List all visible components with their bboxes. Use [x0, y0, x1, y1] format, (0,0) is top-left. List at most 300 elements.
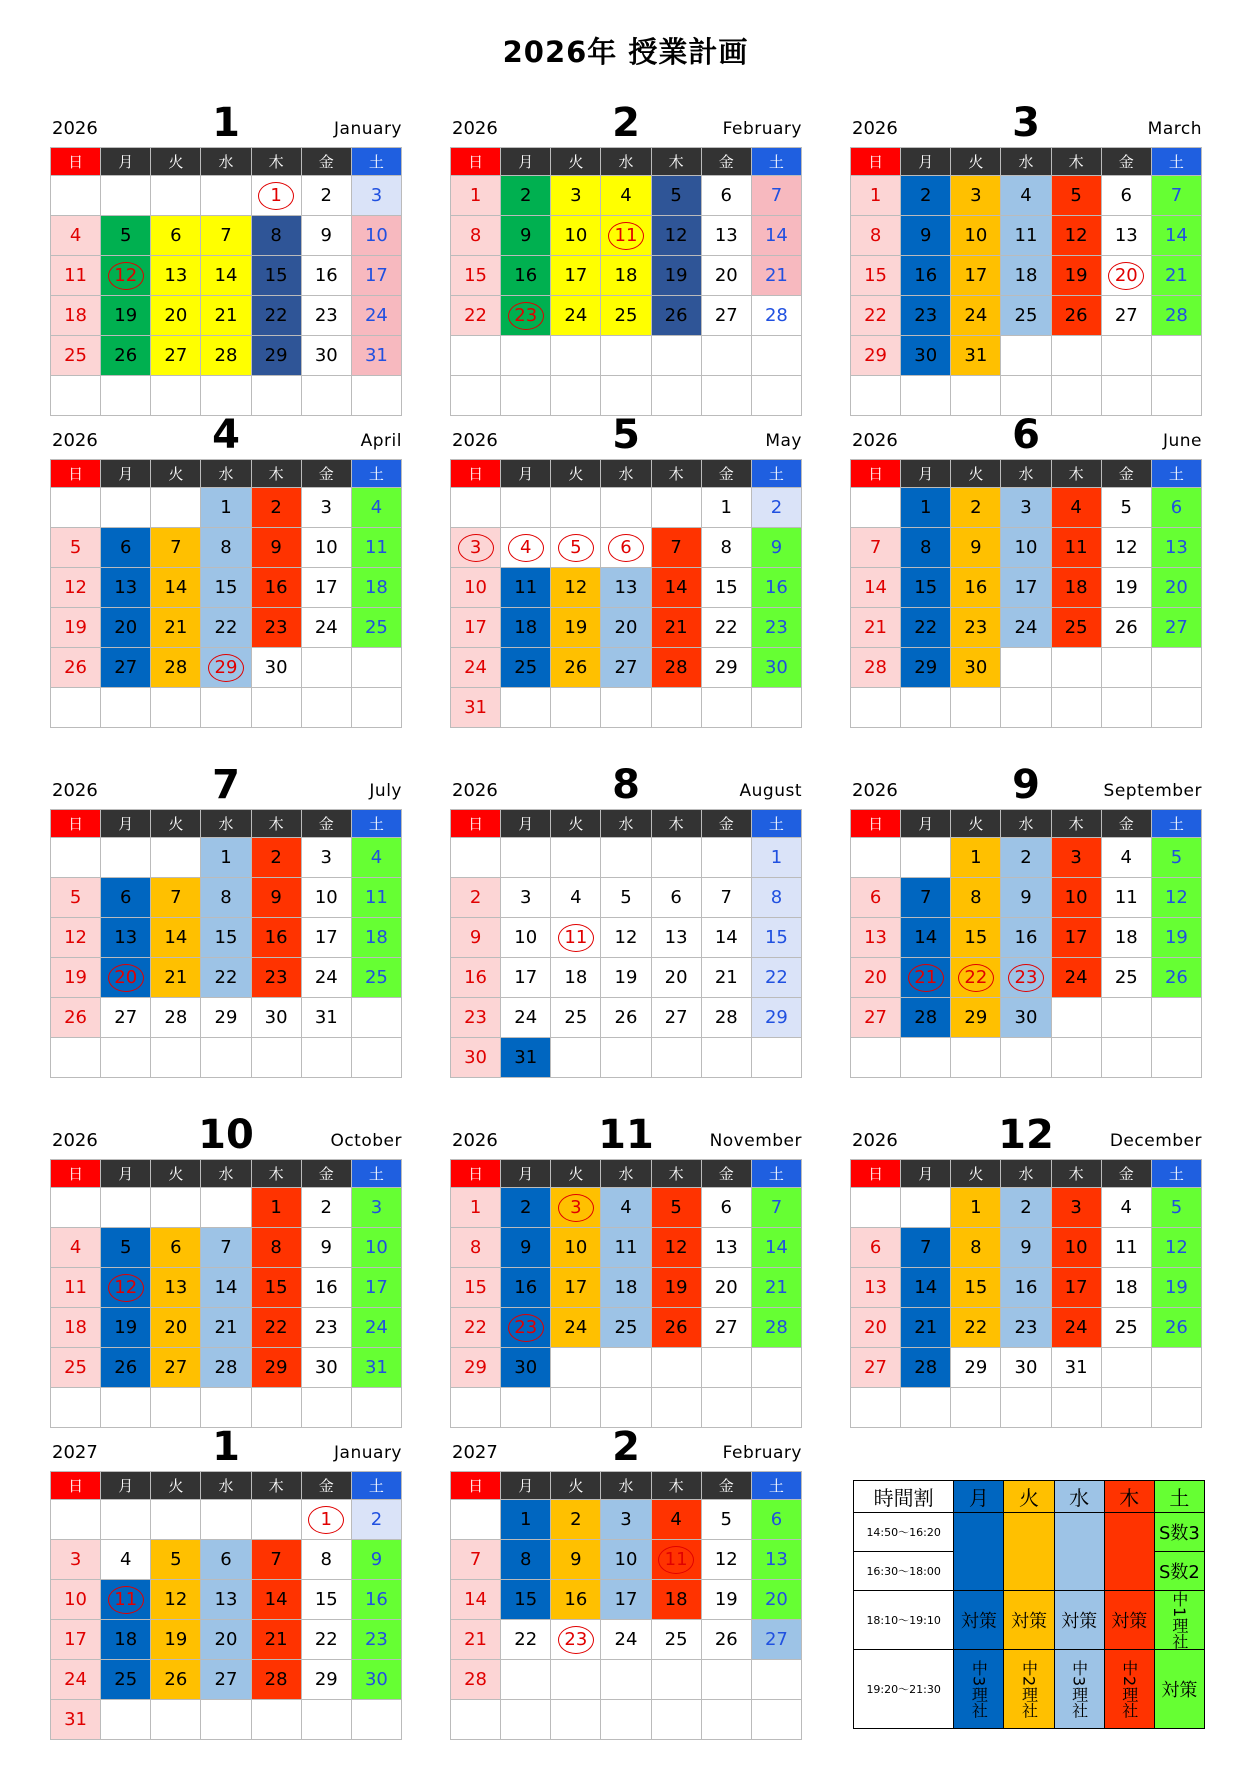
- day-number: 11: [614, 1237, 638, 1258]
- day-number: 12: [1064, 225, 1088, 246]
- day-cell: [851, 568, 901, 608]
- day-cell: [651, 1228, 701, 1268]
- day-number: 27: [114, 1007, 138, 1028]
- weekday-header: 火: [551, 1472, 601, 1500]
- day-cell: [1101, 838, 1151, 878]
- day-number: 23: [964, 617, 988, 638]
- day-cell: [151, 568, 201, 608]
- day-number: 18: [514, 617, 538, 638]
- day-cell: [751, 918, 801, 958]
- day-number: 9: [770, 537, 783, 558]
- day-number: 10: [564, 1237, 588, 1258]
- weekday-header: 金: [701, 1472, 751, 1500]
- day-number: 10: [464, 577, 488, 598]
- day-cell: [451, 1580, 501, 1620]
- day-number: 15: [214, 927, 238, 948]
- day-number: 16: [1014, 1277, 1038, 1298]
- day-number: 27: [664, 1007, 688, 1028]
- day-number: 11: [364, 887, 388, 908]
- day-number: 19: [114, 1317, 138, 1338]
- day-number: 27: [164, 1357, 188, 1378]
- day-number: 22: [264, 305, 288, 326]
- day-number: 23: [314, 305, 338, 326]
- day-number: 7: [919, 1237, 932, 1258]
- month-name: August: [739, 781, 802, 801]
- month-year: 2026: [452, 780, 498, 801]
- day-number: 8: [869, 225, 882, 246]
- weekday-header: 金: [301, 810, 351, 838]
- weekday-header: 火: [951, 810, 1001, 838]
- empty-cell: [1151, 648, 1201, 688]
- month-number: 11: [598, 1112, 654, 1158]
- day-number: 21: [764, 265, 788, 286]
- empty-cell: [351, 1700, 401, 1740]
- empty-cell: [51, 688, 101, 728]
- day-cell: [501, 568, 551, 608]
- empty-cell: [1151, 1388, 1201, 1428]
- legend-sat-1: S数3: [1154, 1513, 1204, 1552]
- day-cell: [701, 878, 751, 918]
- day-number: 29: [214, 1007, 238, 1028]
- day-cell: [351, 838, 401, 878]
- empty-cell: [601, 688, 651, 728]
- empty-cell: [851, 1388, 901, 1428]
- day-number: 24: [364, 1317, 388, 1338]
- day-number: 18: [364, 577, 388, 598]
- day-number: 19: [1114, 577, 1138, 598]
- day-number: 21: [914, 967, 938, 988]
- day-number: 14: [714, 927, 738, 948]
- empty-cell: [651, 838, 701, 878]
- weekday-header: 月: [501, 1160, 551, 1188]
- day-number: 23: [264, 617, 288, 638]
- day-cell: [301, 1620, 351, 1660]
- day-number: 30: [914, 345, 938, 366]
- day-cell: [551, 1580, 601, 1620]
- legend-header-mon: 月: [954, 1481, 1004, 1513]
- weekday-header: 金: [701, 148, 751, 176]
- day-cell: [1151, 958, 1201, 998]
- day-number: 24: [964, 305, 988, 326]
- day-cell: [51, 1620, 101, 1660]
- day-number: 9: [1020, 1237, 1032, 1258]
- day-cell: [51, 1268, 101, 1308]
- day-number: 2: [320, 185, 332, 206]
- day-number: 22: [264, 1317, 288, 1338]
- day-cell: [351, 216, 401, 256]
- day-number: 12: [664, 1237, 688, 1258]
- day-cell: [201, 528, 251, 568]
- day-number: 18: [364, 927, 388, 948]
- day-number: 29: [214, 657, 238, 678]
- day-number: 29: [914, 657, 938, 678]
- day-number: 28: [464, 1669, 488, 1690]
- day-number: 13: [664, 927, 688, 948]
- day-cell: [901, 216, 951, 256]
- day-number: 15: [464, 265, 488, 286]
- day-cell: [851, 528, 901, 568]
- day-number: 17: [1064, 927, 1088, 948]
- day-cell: [151, 648, 201, 688]
- day-number: 8: [270, 1237, 282, 1258]
- day-cell: [1151, 1228, 1201, 1268]
- day-number: 22: [514, 1629, 538, 1650]
- month-number: 8: [612, 762, 640, 808]
- day-cell: [501, 1580, 551, 1620]
- day-cell: [701, 1620, 751, 1660]
- day-cell: [901, 296, 951, 336]
- day-number: 16: [514, 1277, 538, 1298]
- day-cell: [1001, 1188, 1051, 1228]
- day-number: 25: [114, 1669, 138, 1690]
- day-cell: [901, 958, 951, 998]
- day-number: 12: [664, 225, 688, 246]
- month-calendar: [450, 397, 802, 728]
- weekday-header: 金: [1101, 1160, 1151, 1188]
- empty-cell: [501, 336, 551, 376]
- day-number: 30: [264, 657, 288, 678]
- day-number: 26: [114, 1357, 138, 1378]
- weekday-header: 水: [201, 148, 251, 176]
- day-number: 29: [764, 1007, 788, 1028]
- day-cell: [1101, 256, 1151, 296]
- day-number: 18: [64, 1317, 88, 1338]
- month-header: [50, 747, 402, 809]
- day-cell: [1101, 216, 1151, 256]
- day-cell: [151, 1308, 201, 1348]
- day-number: 14: [464, 1589, 488, 1610]
- day-number: 28: [164, 1007, 188, 1028]
- weekday-header: 土: [751, 1160, 801, 1188]
- day-cell: [351, 528, 401, 568]
- legend-time-2: 16:30〜18:00: [854, 1552, 954, 1591]
- day-number: 29: [864, 345, 888, 366]
- day-cell: [601, 878, 651, 918]
- day-cell: [551, 568, 601, 608]
- day-cell: [651, 1500, 701, 1540]
- day-number: 23: [314, 1317, 338, 1338]
- weekday-header: 木: [1051, 148, 1101, 176]
- day-cell: [901, 1348, 951, 1388]
- day-number: 3: [469, 537, 482, 558]
- month-name: March: [1147, 119, 1202, 139]
- empty-cell: [1051, 1388, 1101, 1428]
- weekday-header: 土: [351, 1160, 401, 1188]
- empty-cell: [1101, 1388, 1151, 1428]
- day-number: 5: [1170, 1197, 1183, 1218]
- month-header: [450, 1409, 802, 1471]
- day-cell: [451, 1038, 501, 1078]
- day-number: 2: [519, 1197, 532, 1218]
- empty-cell: [101, 1038, 151, 1078]
- day-cell: [951, 528, 1001, 568]
- day-number: 13: [114, 577, 138, 598]
- day-cell: [951, 176, 1001, 216]
- day-cell: [851, 1268, 901, 1308]
- day-number: 11: [1014, 225, 1038, 246]
- day-number: 1: [919, 497, 932, 518]
- empty-cell: [1051, 998, 1101, 1038]
- month-header: [50, 1409, 402, 1471]
- weekday-header: 火: [551, 1160, 601, 1188]
- day-cell: [351, 878, 401, 918]
- weekday-header: 月: [501, 460, 551, 488]
- day-cell: [301, 1188, 351, 1228]
- day-cell: [1151, 296, 1201, 336]
- weekday-header: 火: [151, 1472, 201, 1500]
- day-number: 9: [970, 537, 982, 558]
- month-table: [450, 147, 802, 416]
- day-cell: [151, 998, 201, 1038]
- day-cell: [651, 216, 701, 256]
- day-number: 3: [320, 847, 332, 868]
- day-cell: [151, 1268, 201, 1308]
- day-number: 2: [570, 1509, 582, 1530]
- day-number: 7: [670, 537, 682, 558]
- day-cell: [551, 1308, 601, 1348]
- weekday-header: 土: [351, 1472, 401, 1500]
- day-number: 3: [1070, 847, 1082, 868]
- day-cell: [901, 1308, 951, 1348]
- empty-cell: [701, 688, 751, 728]
- day-number: 6: [1120, 185, 1132, 206]
- day-cell: [151, 216, 201, 256]
- day-cell: [1001, 838, 1051, 878]
- day-cell: [951, 488, 1001, 528]
- day-cell: [251, 998, 301, 1038]
- day-number: 20: [714, 1277, 738, 1298]
- legend-time-4: 19:20〜21:30: [854, 1650, 954, 1729]
- month-year: 2026: [52, 118, 98, 139]
- day-number: 22: [964, 967, 988, 988]
- day-number: 22: [714, 617, 738, 638]
- day-number: 27: [864, 1357, 888, 1378]
- day-cell: [51, 1540, 101, 1580]
- day-cell: [1151, 176, 1201, 216]
- day-cell: [1001, 256, 1051, 296]
- month-table: [850, 459, 1202, 728]
- day-cell: [301, 256, 351, 296]
- day-number: 9: [320, 225, 332, 246]
- day-number: 8: [270, 225, 282, 246]
- empty-cell: [351, 1038, 401, 1078]
- day-number: 23: [1014, 1317, 1038, 1338]
- day-number: 19: [564, 617, 588, 638]
- weekday-header: 木: [251, 460, 301, 488]
- day-cell: [751, 1540, 801, 1580]
- month-year: 2026: [52, 430, 98, 451]
- day-cell: [151, 1540, 201, 1580]
- month-header: [850, 85, 1202, 147]
- day-cell: [251, 488, 301, 528]
- day-cell: [101, 1660, 151, 1700]
- weekday-header: 木: [651, 1472, 701, 1500]
- day-number: 26: [564, 657, 588, 678]
- day-number: 16: [564, 1589, 588, 1610]
- day-cell: [601, 296, 651, 336]
- day-cell: [751, 528, 801, 568]
- day-number: 22: [214, 617, 238, 638]
- day-cell: [501, 1620, 551, 1660]
- day-number: 28: [714, 1007, 738, 1028]
- empty-cell: [601, 488, 651, 528]
- empty-cell: [51, 488, 101, 528]
- day-cell: [201, 838, 251, 878]
- day-number: 1: [270, 185, 282, 206]
- legend-thu-3: 対策: [1104, 1591, 1154, 1650]
- day-number: 13: [1164, 537, 1188, 558]
- day-number: 11: [1064, 537, 1088, 558]
- day-number: 12: [1164, 1237, 1188, 1258]
- empty-cell: [1151, 1038, 1201, 1078]
- day-number: 17: [564, 1277, 588, 1298]
- month-calendar: [850, 397, 1202, 728]
- day-number: 6: [119, 887, 132, 908]
- empty-cell: [901, 838, 951, 878]
- empty-cell: [101, 1188, 151, 1228]
- empty-cell: [201, 688, 251, 728]
- day-number: 27: [714, 1317, 738, 1338]
- empty-cell: [1101, 688, 1151, 728]
- day-number: 16: [1014, 927, 1038, 948]
- day-cell: [1051, 216, 1101, 256]
- empty-cell: [651, 1348, 701, 1388]
- month-table: [450, 809, 802, 1078]
- day-cell: [951, 216, 1001, 256]
- day-cell: [1001, 918, 1051, 958]
- month-number: 12: [998, 1112, 1054, 1158]
- day-cell: [251, 528, 301, 568]
- day-cell: [1001, 568, 1051, 608]
- day-cell: [751, 1228, 801, 1268]
- day-number: 13: [864, 927, 888, 948]
- day-number: 16: [764, 577, 788, 598]
- month-header: [50, 397, 402, 459]
- day-cell: [1101, 878, 1151, 918]
- weekday-header: 日: [51, 460, 101, 488]
- day-cell: [101, 1348, 151, 1388]
- day-cell: [201, 608, 251, 648]
- day-number: 1: [469, 1197, 482, 1218]
- day-cell: [1051, 1308, 1101, 1348]
- empty-cell: [151, 688, 201, 728]
- day-cell: [551, 608, 601, 648]
- empty-cell: [751, 1348, 801, 1388]
- day-cell: [201, 1268, 251, 1308]
- empty-cell: [851, 488, 901, 528]
- weekday-header: 土: [1151, 148, 1201, 176]
- empty-cell: [251, 1500, 301, 1540]
- weekday-header: 土: [751, 1472, 801, 1500]
- day-number: 12: [64, 577, 88, 598]
- day-cell: [951, 1268, 1001, 1308]
- day-number: 10: [364, 1237, 388, 1258]
- day-number: 8: [770, 887, 783, 908]
- day-cell: [451, 1348, 501, 1388]
- day-number: 11: [1114, 887, 1138, 908]
- day-number: 3: [1020, 497, 1032, 518]
- day-number: 2: [519, 185, 532, 206]
- day-cell: [751, 296, 801, 336]
- day-number: 19: [64, 617, 88, 638]
- empty-cell: [951, 1388, 1001, 1428]
- day-cell: [501, 176, 551, 216]
- day-cell: [51, 1348, 101, 1388]
- day-cell: [901, 256, 951, 296]
- day-cell: [301, 336, 351, 376]
- day-number: 14: [264, 1589, 288, 1610]
- day-number: 2: [270, 847, 282, 868]
- day-number: 19: [1164, 927, 1188, 948]
- day-cell: [1051, 878, 1101, 918]
- empty-cell: [851, 1188, 901, 1228]
- day-number: 29: [264, 345, 288, 366]
- day-number: 5: [620, 887, 632, 908]
- day-cell: [351, 918, 401, 958]
- day-number: 24: [314, 967, 338, 988]
- day-cell: [751, 608, 801, 648]
- day-cell: [751, 488, 801, 528]
- day-cell: [701, 488, 751, 528]
- day-number: 7: [1170, 185, 1183, 206]
- day-number: 11: [1114, 1237, 1138, 1258]
- month-number: 7: [212, 762, 240, 808]
- day-cell: [51, 336, 101, 376]
- day-cell: [601, 1188, 651, 1228]
- weekday-header: 金: [701, 810, 751, 838]
- day-cell: [901, 608, 951, 648]
- day-number: 8: [720, 537, 732, 558]
- day-cell: [51, 918, 101, 958]
- day-cell: [201, 878, 251, 918]
- day-cell: [351, 296, 401, 336]
- day-number: 25: [514, 657, 538, 678]
- empty-cell: [1151, 336, 1201, 376]
- empty-cell: [651, 1660, 701, 1700]
- empty-cell: [601, 1700, 651, 1740]
- day-cell: [901, 1228, 951, 1268]
- day-cell: [1051, 838, 1101, 878]
- day-number: 14: [664, 577, 688, 598]
- empty-cell: [1151, 998, 1201, 1038]
- day-number: 15: [264, 1277, 288, 1298]
- weekday-header: 金: [701, 1160, 751, 1188]
- day-number: 7: [919, 887, 932, 908]
- day-cell: [701, 1580, 751, 1620]
- day-number: 30: [964, 657, 988, 678]
- day-cell: [851, 336, 901, 376]
- day-number: 24: [564, 1317, 588, 1338]
- day-cell: [251, 878, 301, 918]
- day-number: 7: [220, 225, 232, 246]
- day-cell: [151, 608, 201, 648]
- legend-sat-3: 中1理社: [1154, 1591, 1204, 1650]
- empty-cell: [51, 1188, 101, 1228]
- empty-cell: [701, 1700, 751, 1740]
- day-cell: [51, 256, 101, 296]
- empty-cell: [701, 1038, 751, 1078]
- weekday-header: 日: [851, 148, 901, 176]
- day-cell: [51, 1660, 101, 1700]
- day-cell: [301, 998, 351, 1038]
- empty-cell: [1001, 336, 1051, 376]
- day-number: 21: [1164, 265, 1188, 286]
- day-cell: [851, 1348, 901, 1388]
- day-cell: [501, 528, 551, 568]
- day-cell: [851, 608, 901, 648]
- weekday-header: 土: [751, 810, 801, 838]
- legend-time-1: 14:50〜16:20: [854, 1513, 954, 1552]
